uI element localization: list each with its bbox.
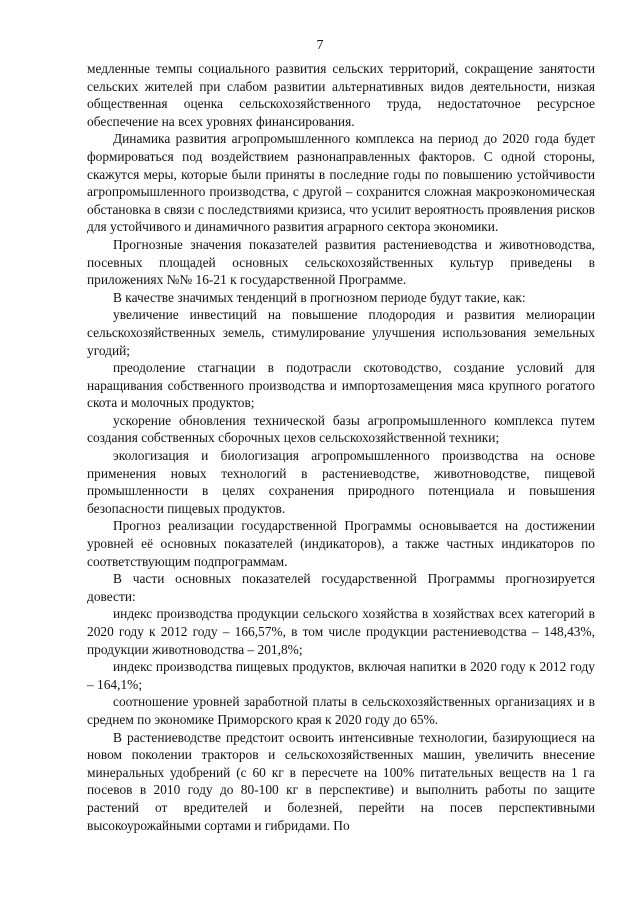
paragraph-forecast-values: Прогнозные значения показателей развития растениеводства и животноводства, посевных площадей основных сельскохозяйственных культур приведены в приложениях №№ 16-21 к государственной Программе.: [87, 236, 595, 288]
list-item-food-index: индекс производства пищевых продуктов, включая напитки в 2020 году к 2012 году – 164,1%;: [87, 659, 595, 692]
paragraph-main-indicators: В части основных показателей государственной Программы прогнозируется довести:: [87, 571, 595, 604]
paragraph-dynamics: Динамика развития агропромышленного комплекса на период до 2020 года будет формироваться под воздействием разнонаправленных факторов. С одной стороны, скажутся меры, которые были приняты в последние годы по повышению устойчивости агропромышленного производства, с другой – сохранится сложная макроэкономическая обстановка в связи с последствиями кризиса, что усилит вероятность проявления рисков для устойчивого и динамичного развития аграрного сектора экономики.: [87, 131, 595, 235]
list-item-wages: соотношение уровней заработной платы в сельскохозяйственных организациях и в среднем по экономике Приморского края к 2020 году до 65%.: [87, 694, 595, 727]
list-item-ecologization: экологизация и биологизация агропромышленного производства на основе применения новых технологий в растениеводстве, животноводстве, пищевой промышленности в целях сохранения природного потенциала и повышения безопасности пищевых продуктов.: [87, 448, 595, 516]
paragraph-continuation: медленные темпы социального развития сельских территорий, сокращение занятости сельских жителей при слабом развитии альтернативных видов деятельности, низкая общественная оценка сельскохозяйственного труда, недостаточное ресурсное обеспечение на всех уровнях финансирования.: [87, 61, 595, 129]
paragraph-crop-production: В растениеводстве предстоит освоить интенсивные технологии, базирующиеся на новом поколении тракторов и сельскохозяйственных машин, увеличить внесение минеральных удобрений (с 60 кг в пересчете на 100% питательных веществ на 1 га посевов в 2010 году до 80-100 кг в перспективе) и выполнить работы по защите растений от вредителей и болезней, перейти на посев перспективными высокоурожайными сортами и гибридами. По: [87, 729, 595, 833]
document-body: [87, 60, 595, 834]
paragraph-trends-intro: В качестве значимых тенденций в прогнозном периоде будут такие, как:: [113, 289, 526, 305]
list-item-cattle: преодоление стагнации в подотрасли скотоводство, создание условий для наращивания собственного производства и импортозамещения мяса крупного рогатого скота и молочных продуктов;: [87, 360, 595, 411]
page-number: 7: [316, 38, 324, 53]
list-item-investments: увеличение инвестиций на повышение плодородия и развития мелиорации сельскохозяйственных земель, стимулирование улучшения использования земельных угодий;: [87, 307, 595, 358]
paragraph-program-forecast: Прогноз реализации государственной Программы основывается на достижении уровней её основных показателей (индикаторов), а также частных индикаторов по соответствующим подпрограммам.: [87, 518, 595, 569]
list-item-agri-index: индекс производства продукции сельского хозяйства в хозяйствах всех категорий в 2020 году к 2012 году – 166,57%, в том числе продукции растениеводства – 148,43%, продукции животноводства – 201,8%;: [87, 606, 595, 657]
list-item-technical-base: ускорение обновления технической базы агропромышленного комплекса путем создания собственных сборочных цехов сельскохозяйственной техники;: [87, 412, 595, 446]
